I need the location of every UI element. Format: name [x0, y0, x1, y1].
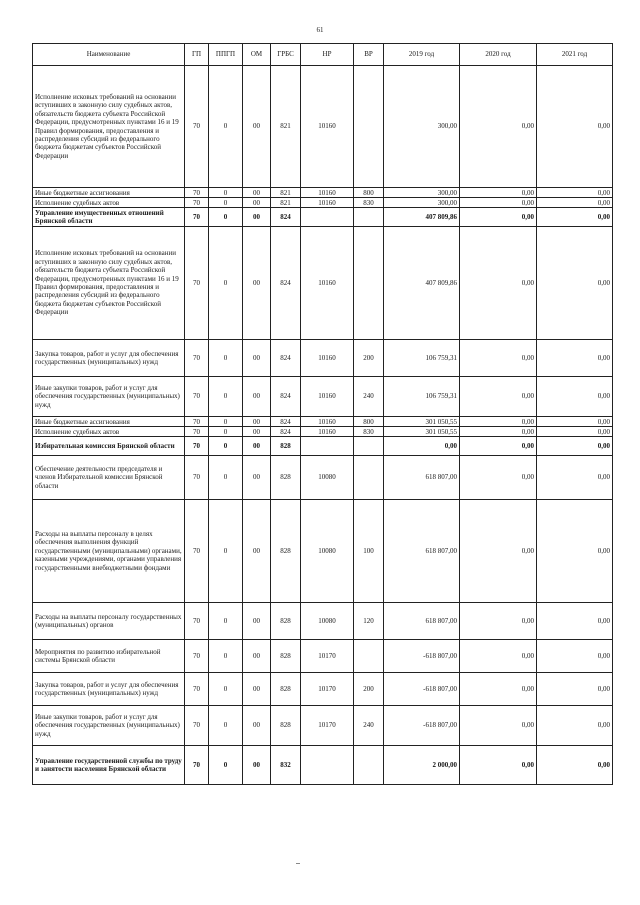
table-row [33, 208, 613, 227]
table-row [33, 437, 613, 456]
row-gp: 70 [185, 340, 209, 377]
row-om: 00 [243, 340, 271, 377]
row-grbs: 828 [271, 673, 301, 706]
row-vr [354, 208, 384, 227]
row-vr: 120 [354, 603, 384, 640]
row-name: Исполнение исковых требований на основании вступивших в законную силу судебных актов, обязательств бюджета субъекта Российской Федерации, предусмотренных пунктами 16 и 19 Правил формирования, предоставления и распределения субсидий из федерального бюджета бюджетам субъектов Российской Федерации [33, 66, 185, 188]
col-header-grbs: ГРБС [271, 44, 301, 66]
table-row [33, 66, 613, 188]
row-2021: 0,00 [537, 208, 613, 227]
row-2020: 0,00 [460, 427, 537, 437]
row-ppgp: 0 [209, 640, 243, 673]
row-2019: 2 000,00 [384, 746, 460, 785]
row-2021: 0,00 [537, 417, 613, 427]
row-ppgp: 0 [209, 427, 243, 437]
row-grbs: 824 [271, 340, 301, 377]
row-ppgp: 0 [209, 66, 243, 188]
row-gp: 70 [185, 437, 209, 456]
row-om: 00 [243, 500, 271, 603]
row-om: 00 [243, 437, 271, 456]
table-body [33, 66, 613, 785]
row-2019: 407 809,86 [384, 208, 460, 227]
row-nr: 10080 [301, 500, 354, 603]
table-row [33, 417, 613, 427]
row-nr: 10160 [301, 198, 354, 208]
col-header-gp: ГП [185, 44, 209, 66]
table-row [33, 227, 613, 340]
row-ppgp: 0 [209, 706, 243, 746]
col-header-ppgp: ППГП [209, 44, 243, 66]
row-nr: 10160 [301, 377, 354, 417]
row-grbs: 828 [271, 706, 301, 746]
row-vr: 200 [354, 673, 384, 706]
row-vr [354, 437, 384, 456]
row-name: Закупка товаров, работ и услуг для обеспечения государственных (муниципальных) нужд [33, 673, 185, 706]
row-ppgp: 0 [209, 377, 243, 417]
row-2021: 0,00 [537, 673, 613, 706]
row-name: Расходы на выплаты персоналу государственных (муниципальных) органов [33, 603, 185, 640]
row-grbs: 828 [271, 437, 301, 456]
row-nr: 10170 [301, 673, 354, 706]
row-name: Обеспечение деятельности председателя и членов Избирательной комиссии Брянской области [33, 456, 185, 500]
row-2021: 0,00 [537, 66, 613, 188]
row-nr: 10160 [301, 417, 354, 427]
row-2020: 0,00 [460, 208, 537, 227]
row-grbs: 828 [271, 456, 301, 500]
table-row [33, 340, 613, 377]
row-ppgp: 0 [209, 603, 243, 640]
row-name: Иные бюджетные ассигнования [33, 188, 185, 198]
row-grbs: 821 [271, 188, 301, 198]
table-row [33, 673, 613, 706]
row-vr [354, 456, 384, 500]
row-nr [301, 746, 354, 785]
row-gp: 70 [185, 706, 209, 746]
col-header-nr: НР [301, 44, 354, 66]
row-ppgp: 0 [209, 456, 243, 500]
row-gp: 70 [185, 198, 209, 208]
page-number: 61 [316, 26, 324, 34]
row-ppgp: 0 [209, 340, 243, 377]
row-grbs: 832 [271, 746, 301, 785]
row-grbs: 821 [271, 66, 301, 188]
row-vr: 200 [354, 340, 384, 377]
row-om: 00 [243, 377, 271, 417]
row-2020: 0,00 [460, 188, 537, 198]
table-row [33, 198, 613, 208]
row-ppgp: 0 [209, 673, 243, 706]
table-header-row [33, 44, 613, 66]
row-2019: 301 050,55 [384, 417, 460, 427]
row-2019: 618 807,00 [384, 603, 460, 640]
row-grbs: 824 [271, 227, 301, 340]
table-row [33, 746, 613, 785]
col-header-name: Наименование [33, 44, 185, 66]
row-2019: 106 759,31 [384, 377, 460, 417]
row-vr: 830 [354, 427, 384, 437]
row-name: Исполнение судебных актов [33, 198, 185, 208]
row-2020: 0,00 [460, 640, 537, 673]
row-om: 00 [243, 427, 271, 437]
row-om: 00 [243, 706, 271, 746]
row-ppgp: 0 [209, 188, 243, 198]
row-nr: 10080 [301, 456, 354, 500]
row-2021: 0,00 [537, 456, 613, 500]
row-nr: 10160 [301, 227, 354, 340]
row-gp: 70 [185, 377, 209, 417]
row-gp: 70 [185, 208, 209, 227]
table-row [33, 500, 613, 603]
row-vr [354, 227, 384, 340]
row-2021: 0,00 [537, 706, 613, 746]
row-2020: 0,00 [460, 66, 537, 188]
row-gp: 70 [185, 188, 209, 198]
row-name: Исполнение исковых требований на основании вступивших в законную силу судебных актов, обязательств бюджета субъекта Российской Федерации, предусмотренных пунктами 16 и 19 Правил формирования, предоставления и распределения субсидий из федерального бюджета бюджетам субъектов Российской Федерации [33, 227, 185, 340]
row-name: Закупка товаров, работ и услуг для обеспечения государственных (муниципальных) нужд [33, 340, 185, 377]
row-2019: -618 807,00 [384, 640, 460, 673]
row-2020: 0,00 [460, 198, 537, 208]
row-2021: 0,00 [537, 437, 613, 456]
row-name: Управление государственной службы по труду и занятости населения Брянской области [33, 746, 185, 785]
row-2020: 0,00 [460, 706, 537, 746]
row-2019: 407 809,86 [384, 227, 460, 340]
row-name: Мероприятия по развитию избирательной системы Брянской области [33, 640, 185, 673]
row-2021: 0,00 [537, 746, 613, 785]
row-om: 00 [243, 227, 271, 340]
table-row [33, 427, 613, 437]
table-row [33, 377, 613, 417]
col-header-om: ОМ [243, 44, 271, 66]
row-grbs: 824 [271, 427, 301, 437]
row-2019: 300,00 [384, 198, 460, 208]
row-nr: 10160 [301, 66, 354, 188]
table-row [33, 603, 613, 640]
row-ppgp: 0 [209, 208, 243, 227]
row-gp: 70 [185, 640, 209, 673]
row-om: 00 [243, 188, 271, 198]
row-gp: 70 [185, 673, 209, 706]
row-name: Исполнение судебных актов [33, 427, 185, 437]
row-gp: 70 [185, 417, 209, 427]
row-2020: 0,00 [460, 456, 537, 500]
row-ppgp: 0 [209, 437, 243, 456]
table-row [33, 188, 613, 198]
row-2019: 300,00 [384, 188, 460, 198]
row-2020: 0,00 [460, 673, 537, 706]
row-nr: 10170 [301, 706, 354, 746]
row-om: 00 [243, 603, 271, 640]
row-gp: 70 [185, 500, 209, 603]
row-2020: 0,00 [460, 603, 537, 640]
row-ppgp: 0 [209, 227, 243, 340]
row-vr: 830 [354, 198, 384, 208]
row-ppgp: 0 [209, 417, 243, 427]
col-header-2020: 2020 год [460, 44, 537, 66]
row-2021: 0,00 [537, 227, 613, 340]
row-om: 00 [243, 208, 271, 227]
row-nr [301, 437, 354, 456]
row-2019: 106 759,31 [384, 340, 460, 377]
row-gp: 70 [185, 227, 209, 340]
row-name: Иные закупки товаров, работ и услуг для обеспечения государственных (муниципальных) нужд [33, 706, 185, 746]
row-grbs: 821 [271, 198, 301, 208]
row-grbs: 828 [271, 500, 301, 603]
row-2019: -618 807,00 [384, 673, 460, 706]
row-2021: 0,00 [537, 377, 613, 417]
row-2021: 0,00 [537, 427, 613, 437]
row-2021: 0,00 [537, 500, 613, 603]
budget-table [32, 43, 613, 785]
row-2020: 0,00 [460, 746, 537, 785]
scan-mark [296, 863, 300, 864]
col-header-vr: ВР [354, 44, 384, 66]
row-nr: 10160 [301, 188, 354, 198]
row-2020: 0,00 [460, 340, 537, 377]
row-vr: 100 [354, 500, 384, 603]
row-ppgp: 0 [209, 198, 243, 208]
row-vr: 240 [354, 377, 384, 417]
row-nr: 10080 [301, 603, 354, 640]
table-row [33, 640, 613, 673]
row-2020: 0,00 [460, 500, 537, 603]
table-row [33, 706, 613, 746]
row-2020: 0,00 [460, 437, 537, 456]
row-vr [354, 640, 384, 673]
row-gp: 70 [185, 456, 209, 500]
table-row [33, 456, 613, 500]
row-gp: 70 [185, 427, 209, 437]
row-nr [301, 208, 354, 227]
row-vr: 800 [354, 188, 384, 198]
row-gp: 70 [185, 66, 209, 188]
row-2020: 0,00 [460, 377, 537, 417]
row-2019: 0,00 [384, 437, 460, 456]
row-om: 00 [243, 417, 271, 427]
row-2021: 0,00 [537, 188, 613, 198]
row-ppgp: 0 [209, 500, 243, 603]
row-name: Иные бюджетные ассигнования [33, 417, 185, 427]
row-vr: 240 [354, 706, 384, 746]
row-name: Избирательная комиссия Брянской области [33, 437, 185, 456]
row-2021: 0,00 [537, 340, 613, 377]
row-2021: 0,00 [537, 640, 613, 673]
row-nr: 10170 [301, 640, 354, 673]
row-name: Управление имущественных отношений Брянской области [33, 208, 185, 227]
row-om: 00 [243, 198, 271, 208]
row-grbs: 828 [271, 603, 301, 640]
row-2021: 0,00 [537, 198, 613, 208]
row-2020: 0,00 [460, 227, 537, 340]
row-2021: 0,00 [537, 603, 613, 640]
row-2020: 0,00 [460, 417, 537, 427]
row-grbs: 828 [271, 640, 301, 673]
row-om: 00 [243, 746, 271, 785]
col-header-2019: 2019 год [384, 44, 460, 66]
row-2019: 618 807,00 [384, 456, 460, 500]
row-vr: 800 [354, 417, 384, 427]
row-2019: 301 050,55 [384, 427, 460, 437]
row-grbs: 824 [271, 417, 301, 427]
row-nr: 10160 [301, 427, 354, 437]
col-header-2021: 2021 год [537, 44, 613, 66]
row-gp: 70 [185, 746, 209, 785]
row-om: 00 [243, 673, 271, 706]
row-ppgp: 0 [209, 746, 243, 785]
row-2019: 618 807,00 [384, 500, 460, 603]
row-name: Расходы на выплаты персоналу в целях обеспечения выполнения функций государственными (муниципальными) органами, казенными учреждениями, органами управления государственными внебюджетными фондами [33, 500, 185, 603]
row-nr: 10160 [301, 340, 354, 377]
row-grbs: 824 [271, 208, 301, 227]
row-2019: 300,00 [384, 66, 460, 188]
row-gp: 70 [185, 603, 209, 640]
row-vr [354, 746, 384, 785]
row-grbs: 824 [271, 377, 301, 417]
row-om: 00 [243, 456, 271, 500]
row-om: 00 [243, 66, 271, 188]
row-2019: -618 807,00 [384, 706, 460, 746]
row-om: 00 [243, 640, 271, 673]
row-name: Иные закупки товаров, работ и услуг для обеспечения государственных (муниципальных) нужд [33, 377, 185, 417]
row-vr [354, 66, 384, 188]
